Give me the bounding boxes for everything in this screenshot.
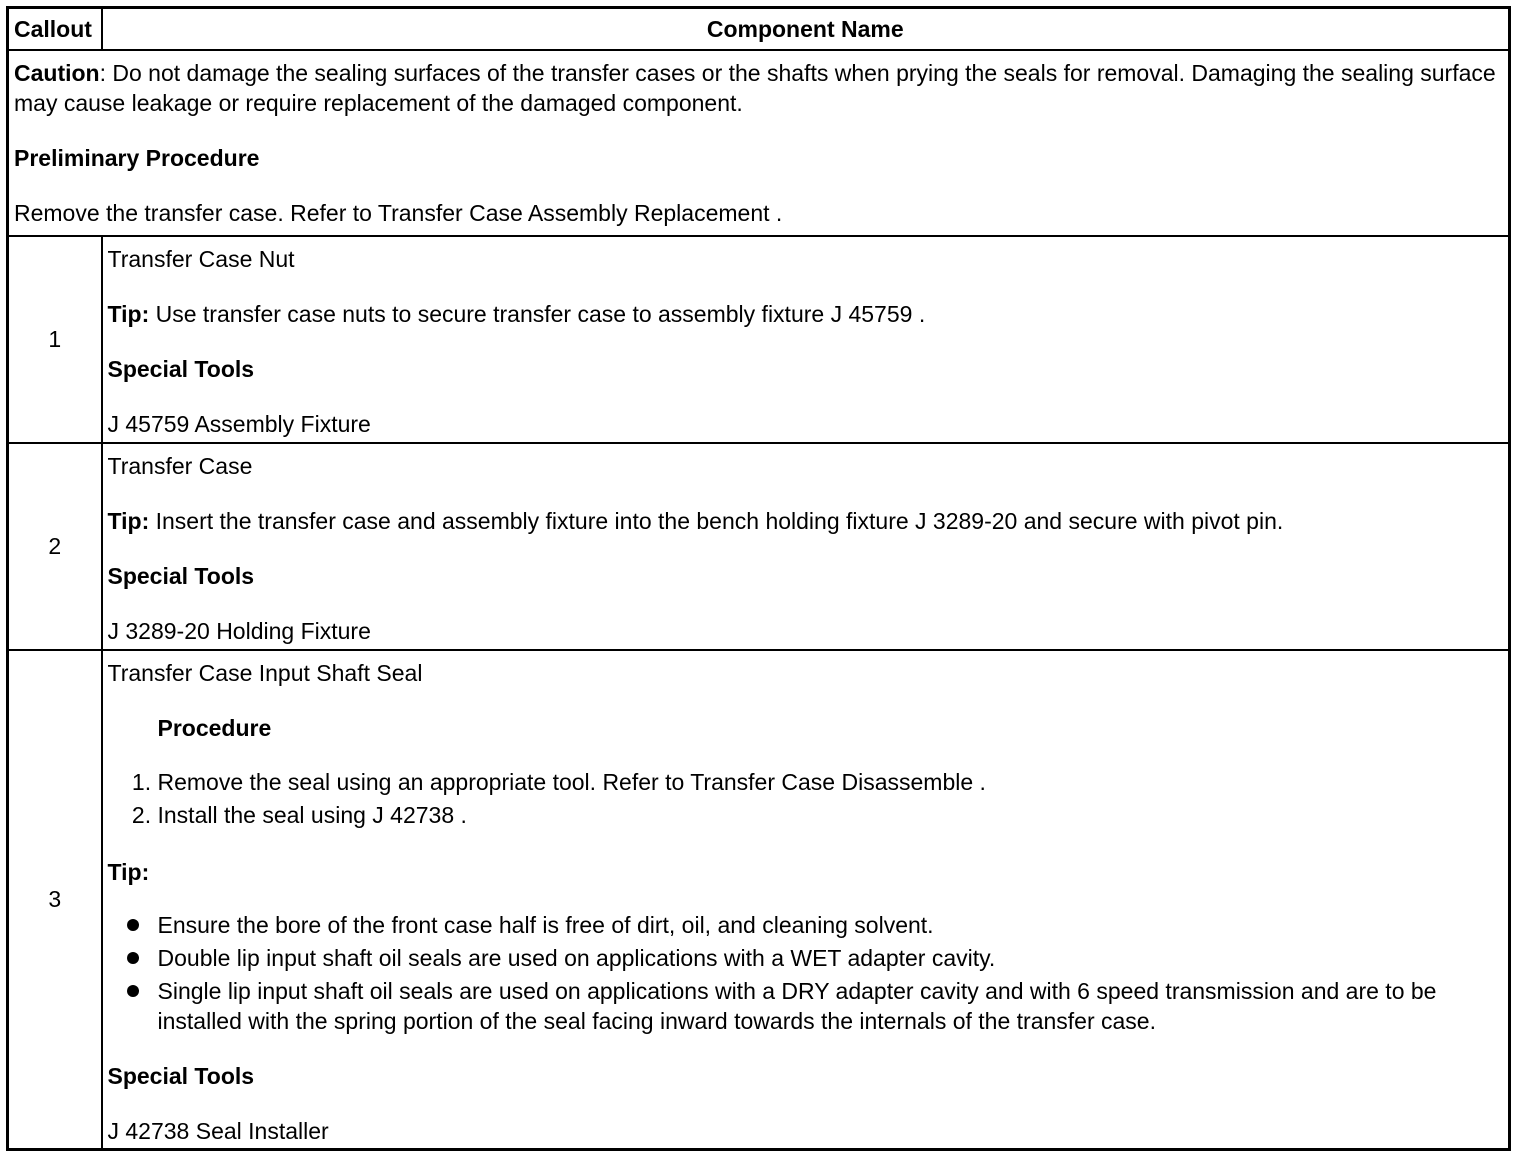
special-tool-item: J 45759 Assembly Fixture — [107, 411, 371, 437]
table-row — [8, 236, 1510, 443]
special-tools-heading: Special Tools — [107, 356, 255, 382]
component-name: Transfer Case Input Shaft Seal — [107, 660, 423, 686]
tip-list — [108, 910, 1504, 1036]
intro-row — [8, 50, 1510, 236]
bullet-icon — [127, 952, 139, 964]
component-cell — [102, 443, 1510, 650]
tip-item: Double lip input shaft oil seals are used on applications with a WET adapter cavity. — [108, 943, 1504, 973]
component-cell — [102, 650, 1510, 1150]
tip-label: Tip: — [107, 508, 150, 534]
callout-column-header: Callout — [8, 8, 102, 51]
procedure-document — [6, 6, 1508, 1151]
callout-number: 2 — [8, 443, 102, 650]
component-cell — [102, 236, 1510, 443]
procedure-step: 2. Install the seal using J 42738 . — [158, 799, 1504, 832]
tip-text: Insert the transfer case and assembly fixture into the bench holding fixture J 3289-20 and secure with pivot pin. — [149, 508, 1284, 534]
caution-label: Caution — [14, 60, 100, 86]
callout-number: 1 — [8, 236, 102, 443]
component-name-column-header: Component Name — [102, 8, 1510, 51]
table-row — [8, 650, 1510, 1150]
bullet-icon — [127, 919, 139, 931]
procedure-steps — [108, 766, 1504, 832]
table-row — [8, 443, 1510, 650]
bullet-icon — [127, 985, 139, 997]
tip-item: Ensure the bore of the front case half is free of dirt, oil, and cleaning solvent. — [108, 910, 1504, 940]
preliminary-heading: Preliminary Procedure — [14, 145, 260, 171]
tip-note — [108, 299, 1504, 329]
tip-note — [108, 506, 1504, 536]
special-tool-item: J 3289-20 Holding Fixture — [107, 618, 371, 644]
component-table — [6, 6, 1511, 1151]
tip-heading: Tip: — [107, 859, 150, 885]
special-tools-heading: Special Tools — [107, 1063, 255, 1089]
component-name: Transfer Case Nut — [107, 246, 295, 272]
table-header-row — [8, 8, 1510, 51]
preliminary-text: Remove the transfer case. Refer to Transfer Case Assembly Replacement . — [14, 200, 783, 226]
caution-text: : Do not damage the sealing surfaces of the transfer cases or the shafts when prying the seals for removal. Damaging the sealing surface may cause leakage or require replacement of the damaged component. — [14, 60, 1496, 116]
tip-label: Tip: — [107, 301, 150, 327]
caution-note — [14, 58, 1503, 118]
procedure-step: 1. Remove the seal using an appropriate tool. Refer to Transfer Case Disassemble . — [158, 766, 1504, 799]
special-tool-item: J 42738 Seal Installer — [107, 1118, 329, 1144]
callout-number: 3 — [8, 650, 102, 1150]
procedure-heading: Procedure — [157, 715, 272, 741]
component-name: Transfer Case — [107, 453, 253, 479]
tip-text: Use transfer case nuts to secure transfer case to assembly fixture J 45759 . — [149, 301, 926, 327]
intro-cell — [8, 50, 1510, 236]
special-tools-heading: Special Tools — [107, 563, 255, 589]
tip-item: Single lip input shaft oil seals are used on applications with a DRY adapter cavity and with 6 speed transmission and are to be installed with the spring portion of the seal facing inward towards the internals of the transfer case. — [108, 976, 1504, 1036]
